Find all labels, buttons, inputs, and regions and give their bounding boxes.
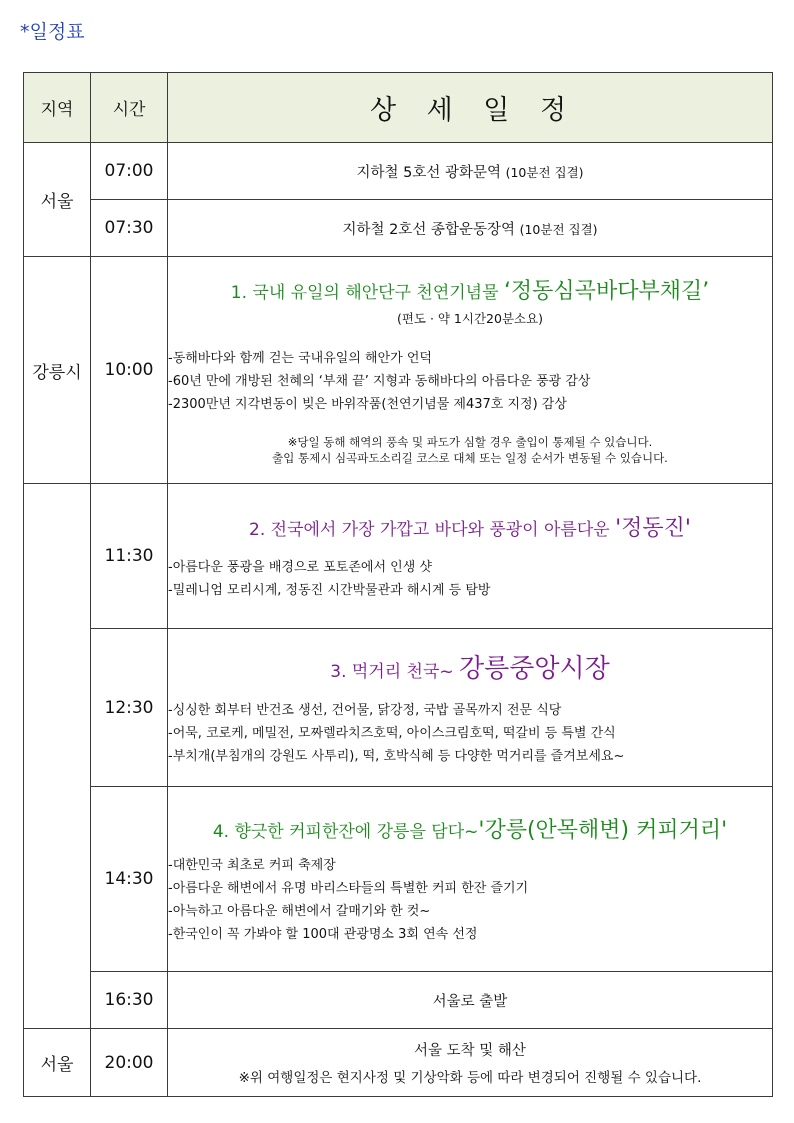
attraction-subtitle: (편도 · 약 1시간20분소요) [396,311,544,326]
attraction-title [168,511,772,542]
bullet-list [168,556,772,602]
list-item: -한국인이 꼭 가봐야 할 100대 관광명소 3회 연속 선정 [168,926,478,942]
attraction-title-prefix: 1. 국내 유일의 해안단구 천연기념물 [230,283,504,303]
caution-note [168,434,772,466]
table-row [24,200,773,257]
list-item: -아름다운 풍광을 배경으로 포토존에서 인생 샷 [168,559,432,575]
region-seoul-departure: 서울 [24,143,91,257]
attraction-title-highlight: 강릉중앙시장 [459,653,610,684]
row-detail-text: 지하철 2호선 종합운동장역 [342,221,515,238]
table-row [24,972,773,1029]
row-detail [168,484,773,629]
row-time: 10:00 [91,257,168,484]
row-time: 14:30 [91,787,168,972]
region-gangneung-continued [24,484,91,1029]
attraction-title [168,648,772,685]
list-item: -부치개(부침개의 강원도 사투리), 떡, 호박식혜 등 다양한 먹거리를 즐겨보세요~ [168,748,625,764]
list-item: -60년 만에 개방된 천혜의 ‘부채 끝’ 지형과 동해바다의 아름다운 풍광 감상 [168,374,591,389]
row-time: 12:30 [91,629,168,787]
attraction-title [168,274,772,305]
bullet-list [168,699,772,768]
row-detail [168,629,773,787]
page-heading: *일정표 [20,21,85,43]
list-item: -대한민국 최초로 커피 축제장 [168,857,336,873]
header-region: 지역 [24,73,91,143]
list-item: -2300만년 지각변동이 빚은 바위작품(천연기념물 제437호 지정) 감상 [168,397,567,412]
row-detail-text: 서울 도착 및 해산 [414,1043,526,1059]
bullet-list [168,854,772,946]
list-item: -아늑하고 아름다운 해변에서 갈매기와 한 컷~ [168,903,431,919]
list-item: -밀레니엄 모리시계, 정동진 시간박물관과 해시계 등 탐방 [168,582,491,598]
row-time: 11:30 [91,484,168,629]
caution-note-line: 출입 통제시 심곡파도소리길 코스로 대체 또는 일정 순서가 변동될 수 있습니다. [272,451,668,465]
table-row [24,1029,773,1097]
row-detail [168,787,773,972]
attraction-title-highlight: '강릉(안목해변) 커피거리' [478,817,728,843]
row-detail [168,1029,773,1097]
attraction-title-prefix: 4. 향긋한 커피한잔에 강릉을 담다~ [212,821,479,842]
row-time: 16:30 [91,972,168,1029]
row-detail-text: 지하철 5호선 광화문역 [356,164,501,181]
table-row [24,787,773,972]
caution-note-line: ※당일 동해 해역의 풍속 및 파도가 심할 경우 출입이 통제될 수 있습니다. [287,435,653,449]
list-item: -어묵, 코로케, 메밀전, 모짜렐라치즈호떡, 아이스크림호떡, 떡갈비 등 특별 간식 [168,725,616,741]
table-header-row [24,73,773,143]
attraction-title-prefix: 3. 먹거리 천국~ [330,661,460,682]
region-gangneung: 강릉시 [24,257,91,484]
row-time: 07:30 [91,200,168,257]
table-row [24,629,773,787]
row-time: 07:00 [91,143,168,200]
list-item: -싱싱한 회부터 반건조 생선, 건어물, 닭강정, 국밥 골목까지 전문 식당 [168,702,562,718]
attraction-title [168,813,772,844]
attraction-title-highlight: ‘정동심곡바다부채길’ [503,279,710,304]
row-detail-note: ※위 여행일정은 현지사정 및 기상악화 등에 따라 변경되어 진행될 수 있습니다. [238,1070,702,1086]
table-row [24,257,773,484]
row-detail [168,143,773,200]
bullet-list [168,347,772,416]
header-detail: 상 세 일 정 [168,73,773,143]
row-detail [168,257,773,484]
attraction-title-prefix: 2. 전국에서 가장 가깝고 바다와 풍광이 아름다운 [249,519,616,540]
row-detail [168,200,773,257]
attraction-title-highlight: '정동진' [615,515,691,541]
schedule-table [23,72,773,1097]
row-detail: 서울로 출발 [168,972,773,1029]
row-detail-note: (10분전 집결) [505,164,584,180]
row-time: 20:00 [91,1029,168,1097]
header-time: 시간 [91,73,168,143]
list-item: -아름다운 해변에서 유명 바리스타들의 특별한 커피 한잔 즐기기 [168,880,529,896]
list-item: -동해바다와 함께 걷는 국내유일의 해안가 언덕 [168,351,432,366]
region-seoul-arrival: 서울 [24,1029,91,1097]
table-row [24,143,773,200]
table-row [24,484,773,629]
row-detail-note: (10분전 집결) [519,221,598,237]
